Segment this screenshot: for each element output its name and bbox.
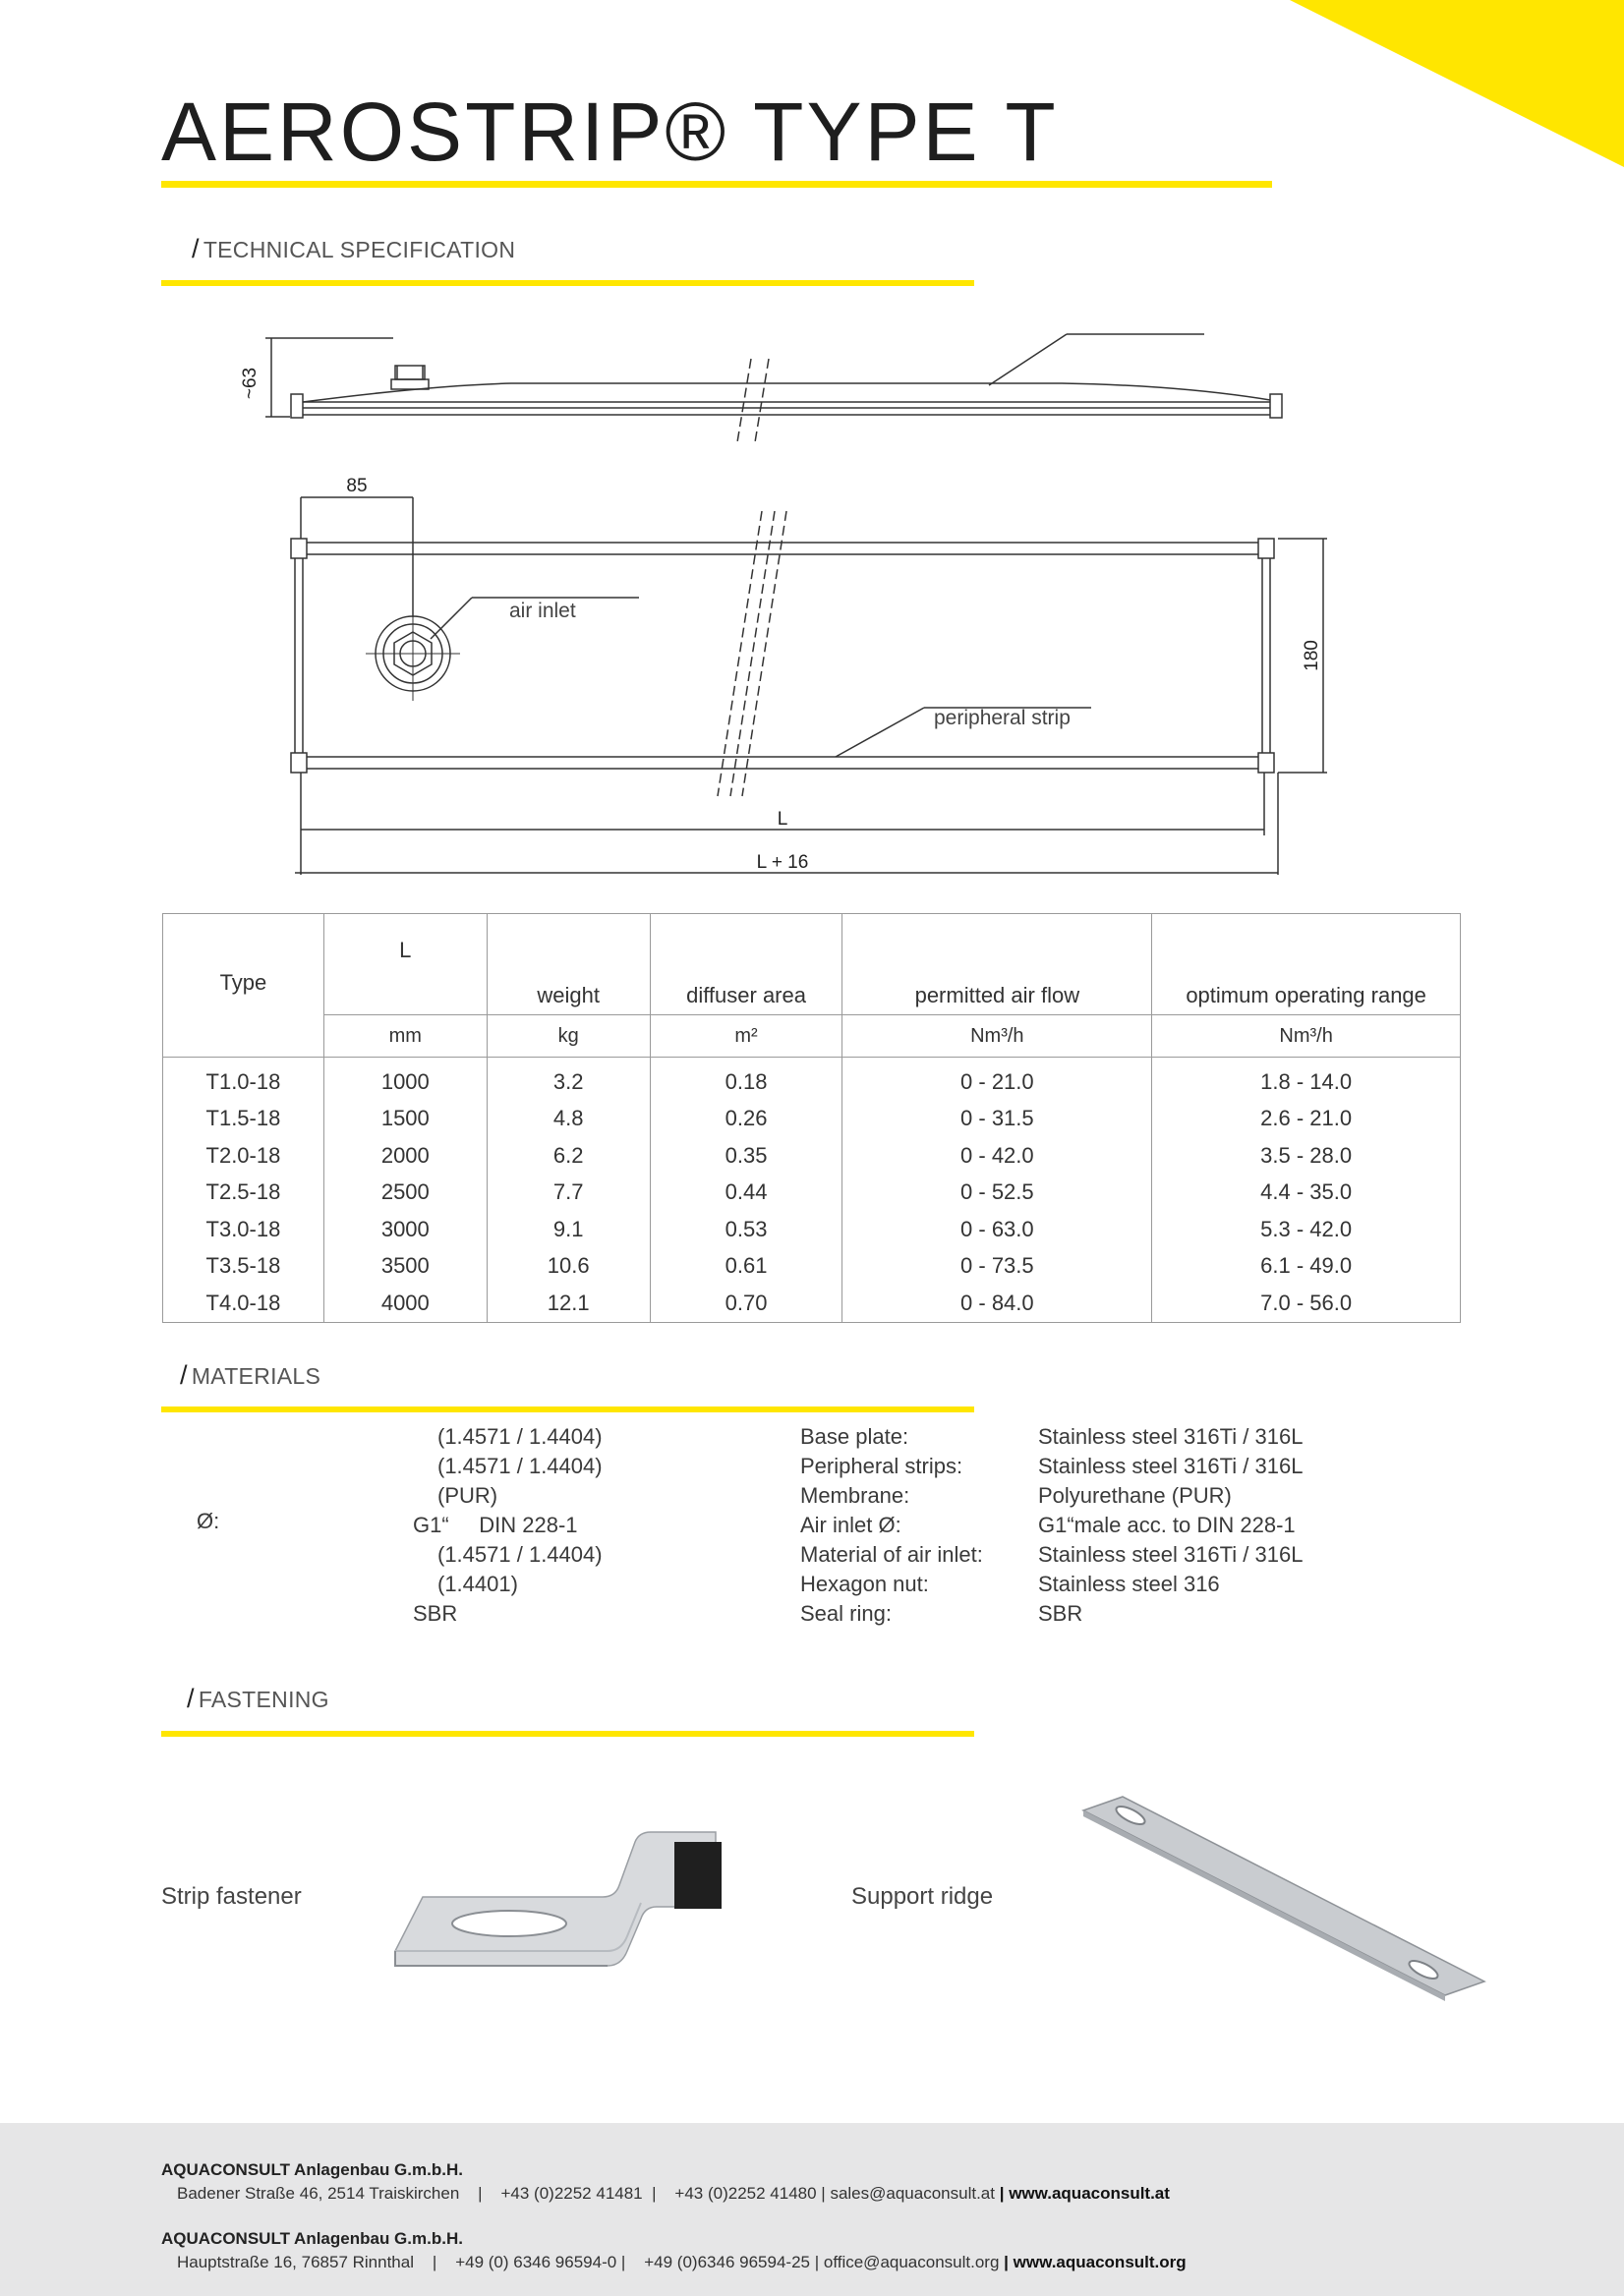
unit-area: m² — [650, 1015, 842, 1058]
unit-weight: kg — [487, 1015, 650, 1058]
table-units-row — [163, 1015, 1461, 1058]
cell: 3000 — [323, 1211, 487, 1248]
cell: 10.6 — [487, 1248, 650, 1286]
strip-fastener-label: Strip fastener — [161, 1883, 302, 1910]
cell: 0.18 — [650, 1058, 842, 1101]
air-inlet-label: air inlet — [509, 600, 576, 622]
table-row — [163, 1211, 1461, 1248]
footer-contact-de: Hauptstraße 16, 76857 Rinnthal | +49 (0) 6346 96594-0 | +49 (0)6346 96594-25 | office@aquaconsult.org | www.aquaconsult.org — [177, 2253, 1187, 2271]
dim-L16-label: L + 16 — [756, 852, 809, 873]
cell: 5.3 - 42.0 — [1152, 1211, 1461, 1248]
section-slash: / — [187, 1684, 195, 1713]
header-type: Type — [163, 914, 324, 1058]
cell: 0.53 — [650, 1211, 842, 1248]
cell: 2000 — [323, 1137, 487, 1175]
title-underline — [161, 181, 1272, 188]
cell: 0.61 — [650, 1248, 842, 1286]
cell: 7.0 - 56.0 — [1152, 1285, 1461, 1322]
specification-table — [162, 913, 1461, 1323]
header-area: diffuser area — [650, 914, 842, 1015]
cell: 2500 — [323, 1175, 487, 1212]
technical-drawing — [236, 315, 1357, 885]
materials-symbol: Ø: — [197, 1509, 220, 1533]
unit-range: Nm³/h — [1152, 1015, 1461, 1058]
material-label: Membrane: — [800, 1483, 910, 1508]
table-header-row — [163, 914, 1461, 1015]
material-label: Hexagon nut: — [800, 1572, 929, 1596]
page-title: AEROSTRIP® TYPE T — [161, 86, 1059, 178]
cell: 0 - 21.0 — [842, 1058, 1152, 1101]
section-materials-heading — [180, 1360, 320, 1391]
material-value: Stainless steel 316Ti / 316L — [1038, 1454, 1304, 1478]
dim-L-label: L — [777, 809, 788, 830]
material-label: Seal ring: — [800, 1601, 892, 1626]
material-code: (PUR) — [437, 1483, 498, 1508]
cell: 6.1 - 49.0 — [1152, 1248, 1461, 1286]
dim-85-label: 85 — [346, 476, 368, 496]
cell: 0 - 52.5 — [842, 1175, 1152, 1212]
cell: T3.0-18 — [163, 1211, 324, 1248]
cell: 0 - 73.5 — [842, 1248, 1152, 1286]
footer-contact-at: Badener Straße 46, 2514 Traiskirchen | +43 (0)2252 41481 | +43 (0)2252 41480 | sales@aquaconsult.at | www.aquaconsult.at — [177, 2184, 1170, 2203]
cell: 3.5 - 28.0 — [1152, 1137, 1461, 1175]
cell: 1500 — [323, 1101, 487, 1138]
support-ridge-image — [1079, 1789, 1492, 2005]
cell: 4.8 — [487, 1101, 650, 1138]
table-row — [163, 1137, 1461, 1175]
footer-company-at: AQUACONSULT Anlagenbau G.m.b.H. — [161, 2160, 463, 2179]
material-label: Material of air inlet: — [800, 1542, 983, 1567]
material-label: Base plate: — [800, 1424, 909, 1449]
table-row — [163, 1285, 1461, 1322]
footer-email-at[interactable]: sales@aquaconsult.at — [830, 2184, 995, 2203]
header-range: optimum operating range — [1152, 914, 1461, 1015]
material-value: G1“male acc. to DIN 228-1 — [1038, 1513, 1296, 1537]
section-slash: / — [180, 1360, 188, 1390]
section-materials-underline — [161, 1406, 974, 1412]
cell: 4000 — [323, 1285, 487, 1322]
section-materials-label: MATERIALS — [191, 1363, 321, 1389]
cell: T1.0-18 — [163, 1058, 324, 1101]
footer-address-de: Hauptstraße 16, 76857 Rinnthal — [177, 2253, 414, 2271]
section-technical-underline — [161, 280, 974, 286]
material-value: Stainless steel 316Ti / 316L — [1038, 1424, 1304, 1449]
cell: 12.1 — [487, 1285, 650, 1322]
section-technical-label: TECHNICAL SPECIFICATION — [203, 237, 516, 262]
footer-phone-de: +49 (0) 6346 96594-0 — [455, 2253, 617, 2271]
table-row — [163, 1248, 1461, 1286]
material-code: (1.4571 / 1.4404) — [437, 1454, 603, 1478]
peripheral-strip-label: peripheral strip — [934, 707, 1071, 729]
break-lines-top — [737, 359, 769, 442]
cell: 1.8 - 14.0 — [1152, 1058, 1461, 1101]
material-value: Stainless steel 316 — [1038, 1572, 1220, 1596]
cell: 0 - 63.0 — [842, 1211, 1152, 1248]
cell: 7.7 — [487, 1175, 650, 1212]
section-fastening-heading — [187, 1684, 329, 1714]
cell: 6.2 — [487, 1137, 650, 1175]
cell: T3.5-18 — [163, 1248, 324, 1286]
section-technical-heading — [192, 234, 515, 264]
cell: 0.70 — [650, 1285, 842, 1322]
footer-company-de: AQUACONSULT Anlagenbau G.m.b.H. — [161, 2229, 463, 2248]
cell: 4.4 - 35.0 — [1152, 1175, 1461, 1212]
cell: T2.5-18 — [163, 1175, 324, 1212]
cell: 2.6 - 21.0 — [1152, 1101, 1461, 1138]
section-slash: / — [192, 234, 200, 263]
cell: 0.26 — [650, 1101, 842, 1138]
material-code: (1.4571 / 1.4404) — [437, 1424, 603, 1449]
footer-web-de[interactable]: www.aquaconsult.org — [1013, 2253, 1187, 2271]
cell: 3.2 — [487, 1058, 650, 1101]
cell: 0.35 — [650, 1137, 842, 1175]
section-fastening-underline — [161, 1731, 974, 1737]
material-code: SBR — [413, 1601, 458, 1626]
cell: 1000 — [323, 1058, 487, 1101]
side-view — [265, 334, 1282, 418]
header-flow: permitted air flow — [842, 914, 1152, 1015]
footer-fax-de: +49 (0)6346 96594-25 — [644, 2253, 810, 2271]
material-code: (1.4401) — [437, 1572, 518, 1596]
cell: T1.5-18 — [163, 1101, 324, 1138]
cell: 9.1 — [487, 1211, 650, 1248]
header-L: L — [323, 914, 487, 1015]
footer-address-at: Badener Straße 46, 2514 Traiskirchen — [177, 2184, 460, 2203]
material-code: (1.4571 / 1.4404) — [437, 1542, 603, 1567]
strip-fastener-image — [391, 1828, 735, 1976]
unit-L: mm — [323, 1015, 487, 1058]
cell: 3500 — [323, 1248, 487, 1286]
footer-web-at[interactable]: www.aquaconsult.at — [1009, 2184, 1170, 2203]
material-value: Polyurethane (PUR) — [1038, 1483, 1232, 1508]
table-row — [163, 1058, 1461, 1101]
table-row — [163, 1175, 1461, 1212]
cell: 0 - 42.0 — [842, 1137, 1152, 1175]
support-ridge-label: Support ridge — [851, 1883, 994, 1910]
footer-fax-at: +43 (0)2252 41480 — [674, 2184, 817, 2203]
material-label: Air inlet Ø: — [800, 1513, 901, 1537]
footer-phone-at: +43 (0)2252 41481 — [500, 2184, 643, 2203]
footer-email-de[interactable]: office@aquaconsult.org — [823, 2253, 1000, 2271]
dim-180-label: 180 — [1302, 640, 1322, 671]
cell: T4.0-18 — [163, 1285, 324, 1322]
table-row — [163, 1101, 1461, 1138]
material-code: G1“ DIN 228-1 — [413, 1513, 578, 1537]
unit-flow: Nm³/h — [842, 1015, 1152, 1058]
material-label: Peripheral strips: — [800, 1454, 963, 1478]
material-value: Stainless steel 316Ti / 316L — [1038, 1542, 1304, 1567]
top-view — [291, 497, 1327, 875]
dim-height-label: ~63 — [240, 367, 261, 400]
material-value: SBR — [1038, 1601, 1083, 1626]
header-weight: weight — [487, 914, 650, 1015]
cell: 0.44 — [650, 1175, 842, 1212]
section-fastening-label: FASTENING — [198, 1687, 329, 1712]
cell: 0 - 84.0 — [842, 1285, 1152, 1322]
cell: T2.0-18 — [163, 1137, 324, 1175]
corner-accent — [1290, 0, 1624, 167]
cell: 0 - 31.5 — [842, 1101, 1152, 1138]
